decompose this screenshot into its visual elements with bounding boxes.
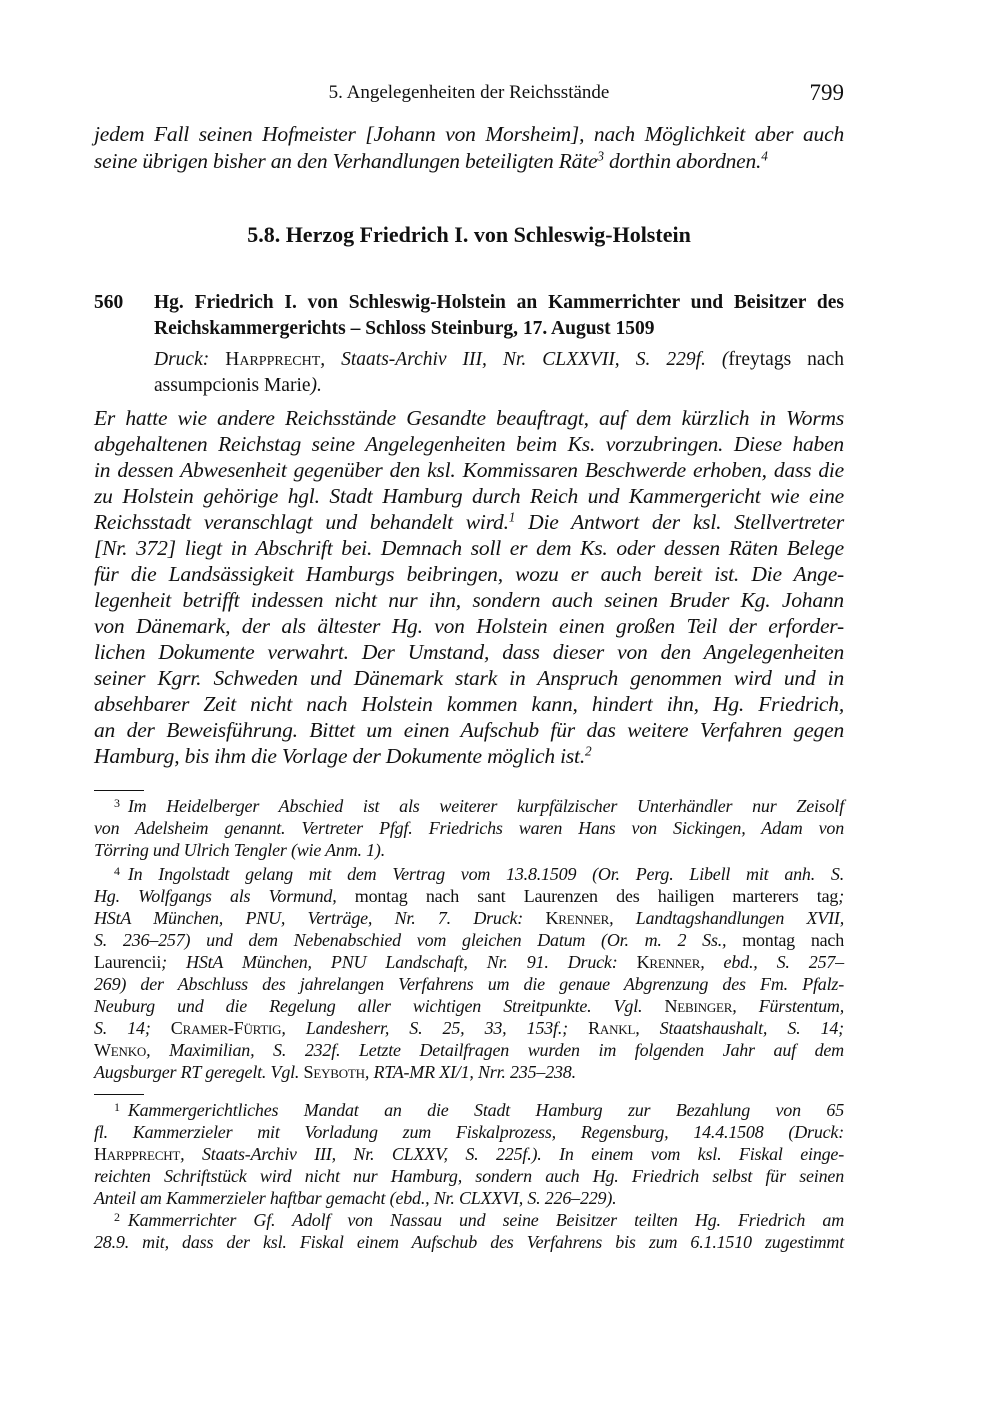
footnote-text: Kammergerichtliches Mandat an die Stadt Hamburg zur Bezahlung von 65 — [127, 1100, 844, 1120]
footnote-text: HStA München, PNU, Verträge, Nr. 7. Druck: — [94, 908, 546, 928]
footnote-line — [94, 952, 844, 973]
footnote-line: fl. Kammerzieler mit Vorladung zum Fiskalprozess, Regensburg, 14.4.1508 (Druck: — [94, 1122, 844, 1142]
document-number: 560 — [94, 292, 124, 313]
footnote-line: 28.9. mit, dass der ksl. Fiskal einem Aufschub des Verfahrens bis zum 6.1.1510 zugestimmt — [94, 1232, 844, 1252]
regest-line: von Dänemark, der als ältester Hg. von Holstein einen großen Teil der erforder- — [94, 614, 844, 638]
page-number: 799 — [809, 80, 844, 105]
footnote-text: , Landtagshandlungen XVII, — [609, 908, 844, 928]
carryover-text: dorthin abordnen. — [603, 149, 762, 173]
dating-text: assumpcionis Marie — [154, 375, 311, 396]
footnote-text: , Staatshaushalt, S. 14; — [635, 1018, 844, 1038]
regest-line: lichen Dokumente verwahrt. Der Umstand, dass dieser von den Angelegenheiten — [94, 640, 844, 664]
document-heading-line: Hg. Friedrich I. von Schleswig-Holstein an Kammerrichter und Beisitzer des — [154, 292, 844, 313]
source-quote: Laurencii — [94, 952, 162, 972]
footnote-ref[interactable]: 3 — [597, 148, 604, 164]
author-smallcaps: Krenner — [636, 952, 701, 972]
footnote-line: von Adelsheim genannt. Vertreter Pfgf. Friedrichs waren Hans von Sickingen, Adam von — [94, 818, 844, 838]
footnote-text: Hg. Wolfgangs als Vormund, — [94, 886, 337, 906]
regest-line: absehbarer Zeit nicht nach Holstein kommen kann, hindert ihn, Hg. Friedrich, — [94, 692, 844, 716]
print-reference-cont — [154, 375, 844, 397]
author-smallcaps: Harpprecht — [94, 1144, 181, 1164]
regest-text: Hamburg, bis ihm die Vorlage der Dokumente möglich ist. — [94, 744, 586, 768]
section-title: 5.8. Herzog Friedrich I. von Schleswig-Holstein — [247, 222, 691, 247]
footnote-line: reichten Schriftstück wird nicht nur Hamburg, sondern auch Hg. Friedrich selbst für seinen — [94, 1166, 844, 1186]
author-smallcaps: Nebinger — [664, 996, 733, 1016]
footnote-line — [94, 1040, 844, 1061]
footnote-ref[interactable]: 1 — [508, 509, 516, 525]
footnote-line — [94, 908, 844, 929]
footnote-line: Anteil am Kammerzieler haftbar gemacht (ebd., Nr. CLXXVI, S. 226–229). — [94, 1188, 617, 1208]
footnote-text: ; HStA München, PNU Landschaft, Nr. 91. Druck: — [161, 952, 637, 972]
footnote-text: Neuburg und die Regelung aller wichtigen Streitpunkte. Vgl. — [94, 996, 665, 1016]
regest-line: für die Landsässigkeit Hamburgs beibringen, wozu er auch bereit ist. Die Ange- — [94, 562, 844, 586]
footnote-text: , Landesherr, S. 25, 33, 153f.; — [281, 1018, 589, 1038]
author-smallcaps: Cramer-Fürtig — [170, 1018, 282, 1038]
footnote-line: 269) der Abschluss des jahrelangen Verfahrens um die genaue Abgrenzung des Fm. Pfalz- — [94, 974, 844, 994]
footnote-line — [94, 996, 844, 1017]
footnote-mark: 3 — [114, 796, 120, 810]
footnote-text: , Staats-Archiv III, Nr. CLXXV, S. 225f.). In einem vom ksl. Fiskal einge- — [180, 1144, 844, 1164]
regest-line: legenheit betrifft indessen nicht nur ihn, sondern auch seinen Bruder Kg. Johann — [94, 588, 844, 612]
footnote-line — [94, 930, 844, 951]
footnote-mark: 2 — [114, 1210, 120, 1224]
footnote-line — [94, 1018, 844, 1039]
footnote-rule — [94, 1094, 144, 1095]
footnote-1 — [94, 1100, 844, 1121]
author-smallcaps: Seyboth — [303, 1062, 365, 1082]
closing-punct: ). — [310, 375, 322, 396]
footnote-text: , Maximilian, S. 232f. Letzte Detailfragen wurden im folgenden Jahr auf dem — [146, 1040, 844, 1060]
footnote-ref[interactable]: 2 — [585, 743, 592, 759]
footnote-rule — [94, 790, 144, 791]
regest-line: seiner Kgrr. Schweden und Dänemark stark in Anspruch genommen wird und in — [94, 666, 844, 690]
regest-text: Die Antwort der ksl. Stellvertreter — [515, 510, 845, 534]
druck-label: Druck: — [154, 349, 210, 370]
carryover-line: jedem Fall seinen Hofmeister [Johann von Morsheim], nach Möglichkeit aber auch — [94, 122, 844, 146]
footnote-2 — [94, 1210, 844, 1231]
regest-text: Reichsstadt veranschlagt und behandelt wird. — [94, 510, 509, 534]
author-smallcaps: Krenner — [545, 908, 610, 928]
regest-line: an der Beweisführung. Bittet um einen Aufschub für das weitere Verfahren gegen — [94, 718, 844, 742]
regest-line: [Nr. 372] liegt in Abschrift bei. Demnach soll er dem Ks. oder dessen Räten Belege — [94, 536, 844, 560]
dating-text: freytags nach — [728, 349, 844, 370]
regest-line: Er hatte wie andere Reichsstände Gesandte beauftragt, auf dem kürzlich in Worms — [94, 406, 844, 430]
footnote-text: S. 14; — [94, 1018, 171, 1038]
footnote-text: ; — [838, 886, 844, 906]
footnote-text: Augsburger RT geregelt. Vgl. — [94, 1062, 304, 1082]
author-smallcaps: Harpprecht — [225, 349, 321, 370]
footnote-line — [94, 1144, 844, 1165]
document-heading-line: Reichskammergerichts – Schloss Steinburg, 17. August 1509 — [154, 318, 655, 339]
footnote-line — [94, 1062, 844, 1083]
footnote-line: Törring und Ulrich Tengler (wie Anm. 1). — [94, 840, 386, 860]
footnote-text: Kammerrichter Gf. Adolf von Nassau und seine Beisitzer teilten Hg. Friedrich am — [127, 1210, 844, 1230]
running-head — [94, 80, 844, 108]
footnote-line — [94, 886, 844, 907]
carryover-line — [94, 149, 844, 174]
footnote-4 — [94, 864, 844, 885]
footnote-text: , RTA-MR XI/1, Nrr. 235–238. — [364, 1062, 576, 1082]
carryover-text: seine übrigen bisher an den Verhandlungen beteiligten Räte — [94, 149, 598, 173]
running-head-title: 5. Angelegenheiten der Reichsstände — [328, 82, 610, 103]
footnote-text: In Ingolstadt gelang mit dem Vertrag vom 13.8.1509 (Or. Perg. Libell mit anh. S. — [127, 864, 844, 884]
regest-line: abgehaltenen Reichstag seine Angelegenheiten beim Ks. vorzubringen. Diese haben — [94, 432, 844, 456]
source-quote: montag nach — [726, 930, 844, 950]
source-quote: montag nach sant Laurenzen des hailigen marterers tag — [336, 886, 839, 906]
footnote-mark: 1 — [114, 1100, 120, 1114]
footnote-text: S. 236–257) und dem Nebenabschied vom gleichen Datum (Or. m. 2 Ss., — [94, 930, 727, 950]
footnote-mark: 4 — [114, 864, 120, 878]
author-smallcaps: Wenko — [94, 1040, 147, 1060]
footnote-text: , ebd., S. 257– — [700, 952, 844, 972]
regest-line — [94, 744, 844, 769]
footnote-ref[interactable]: 4 — [761, 148, 768, 164]
regest-line: zu Holstein gehörige hgl. Stadt Hamburg durch Reich und Kammergericht wie eine — [94, 484, 844, 508]
regest-line: in dessen Abwesenheit gegenüber den ksl. Kommissaren Beschwerde erhoben, dass die — [94, 458, 844, 482]
footnote-3 — [94, 796, 844, 817]
author-smallcaps: Rankl — [588, 1018, 636, 1038]
work-title: , Staats-Archiv III, Nr. CLXXVII, S. 229f. ( — [320, 349, 729, 370]
footnote-text: , Fürstentum, — [732, 996, 844, 1016]
print-reference — [154, 349, 844, 371]
footnote-text: Im Heidelberger Abschied ist als weiterer kurpfälzischer Unterhändler nur Zeisolf — [127, 796, 844, 816]
regest-line — [94, 510, 844, 535]
